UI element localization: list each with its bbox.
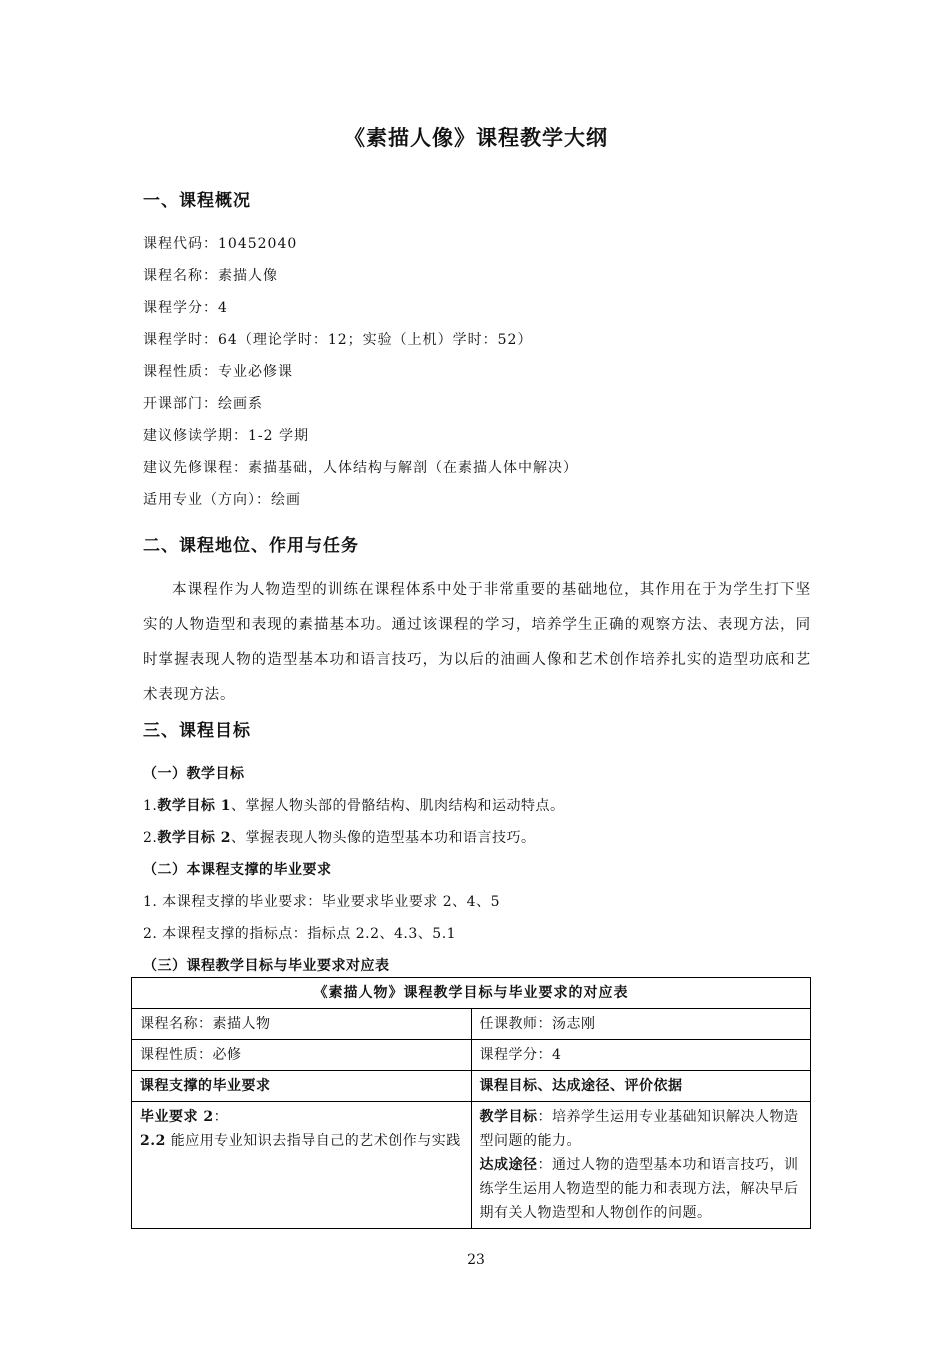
- table-row: [132, 1102, 811, 1229]
- table-col2-header: 课程目标、达成途径、评价依据: [471, 1071, 811, 1102]
- table-row: [132, 1040, 811, 1071]
- page-number: 23: [467, 1252, 485, 1268]
- path-line: [480, 1153, 803, 1225]
- graduation-requirement-item: 1. 本课程支撑的毕业要求：毕业要求毕业要求 2、4、5: [143, 894, 500, 910]
- subheading-graduation-requirements: （二）本课程支撑的毕业要求: [143, 862, 332, 878]
- section-heading-overview: 一、课程概况: [143, 191, 251, 211]
- info-course-code: 课程代码：10452040: [143, 236, 298, 252]
- table-requirement-cell: [132, 1102, 472, 1229]
- goal-text: ：培养学生运用专业基础知识解决人物造型问题的能力。: [479, 1109, 799, 1149]
- indicator-number: 2.2: [140, 1133, 166, 1149]
- table-caption-row: [132, 978, 811, 1009]
- table-teacher: 任课教师：汤志刚: [471, 1009, 811, 1040]
- info-course-nature: 课程性质：专业必修课: [143, 364, 293, 380]
- info-major: 适用专业（方向）：绘画: [143, 492, 301, 508]
- goal-1-label: 教学目标 1: [157, 798, 231, 814]
- path-text: ：通过人物的造型基本功和语言技巧，训练学生运用人物造型的能力和表现方法，解决早后期有关人物造型和人物创作的问题。: [479, 1157, 799, 1221]
- indicator-line: [140, 1129, 463, 1153]
- requirement-line: [140, 1105, 463, 1129]
- goal-1-prefix: 1.: [143, 798, 158, 814]
- info-course-name: 课程名称：素描人像: [143, 268, 278, 284]
- table-credits: 课程学分：4: [471, 1040, 811, 1071]
- table-course-name: 课程名称：素描人物: [132, 1009, 472, 1040]
- page-title: 《素描人像》课程教学大纲: [344, 125, 608, 150]
- info-course-hours: 课程学时：64（理论学时：12；实验（上机）学时：52）: [143, 332, 533, 348]
- requirement-label: 毕业要求 2: [140, 1109, 214, 1125]
- table-row: [132, 1009, 811, 1040]
- goal-2-prefix: 2.: [143, 830, 158, 846]
- subheading-teaching-goals: （一）教学目标: [143, 766, 245, 782]
- table-col1-header: 课程支撑的毕业要求: [132, 1071, 472, 1102]
- section-heading-objectives: 三、课程目标: [143, 721, 251, 741]
- path-label: 达成途径: [479, 1157, 538, 1173]
- teaching-goal-1: [143, 795, 564, 815]
- teaching-goal-2: [143, 827, 535, 847]
- section-heading-position: 二、课程地位、作用与任务: [143, 536, 359, 556]
- table-caption: 《素描人物》课程教学目标与毕业要求的对应表: [132, 978, 811, 1009]
- position-paragraph: 本课程作为人物造型的训练在课程体系中处于非常重要的基础地位，其作用在于为学生打下坚实的人物造型和表现的素描基本功。通过该课程的学习，培养学生正确的观察方法、表现方法，同时掌握表现人物的造型基本功和语言技巧，为以后的油画人像和艺术创作培养扎实的造型功底和艺术表现方法。: [143, 582, 811, 703]
- mapping-table: [131, 977, 811, 1229]
- table-header-row: [132, 1071, 811, 1102]
- subheading-mapping-table: （三）课程教学目标与毕业要求对应表: [143, 958, 390, 974]
- goal-2-label: 教学目标 2: [157, 830, 231, 846]
- goal-line: [480, 1105, 803, 1153]
- requirement-colon: ：: [213, 1109, 229, 1125]
- table-course-nature: 课程性质：必修: [132, 1040, 472, 1071]
- info-semester: 建议修读学期：1-2 学期: [143, 428, 309, 444]
- goal-label: 教学目标: [479, 1109, 538, 1125]
- info-prerequisites: 建议先修课程：素描基础，人体结构与解剖（在素描人体中解决）: [143, 460, 578, 476]
- goal-2-text: 、掌握表现人物头像的造型基本功和语言技巧。: [230, 830, 536, 846]
- indicator-item: 2. 本课程支撑的指标点：指标点 2.2、4.3、5.1: [143, 926, 457, 942]
- goal-1-text: 、掌握人物头部的骨骼结构、肌肉结构和运动特点。: [230, 798, 565, 814]
- info-department: 开课部门：绘画系: [143, 396, 263, 412]
- table-goal-cell: [471, 1102, 811, 1229]
- info-course-credits: 课程学分：4: [143, 300, 228, 316]
- indicator-text: 能应用专业知识去指导自己的艺术创作与实践: [165, 1133, 461, 1149]
